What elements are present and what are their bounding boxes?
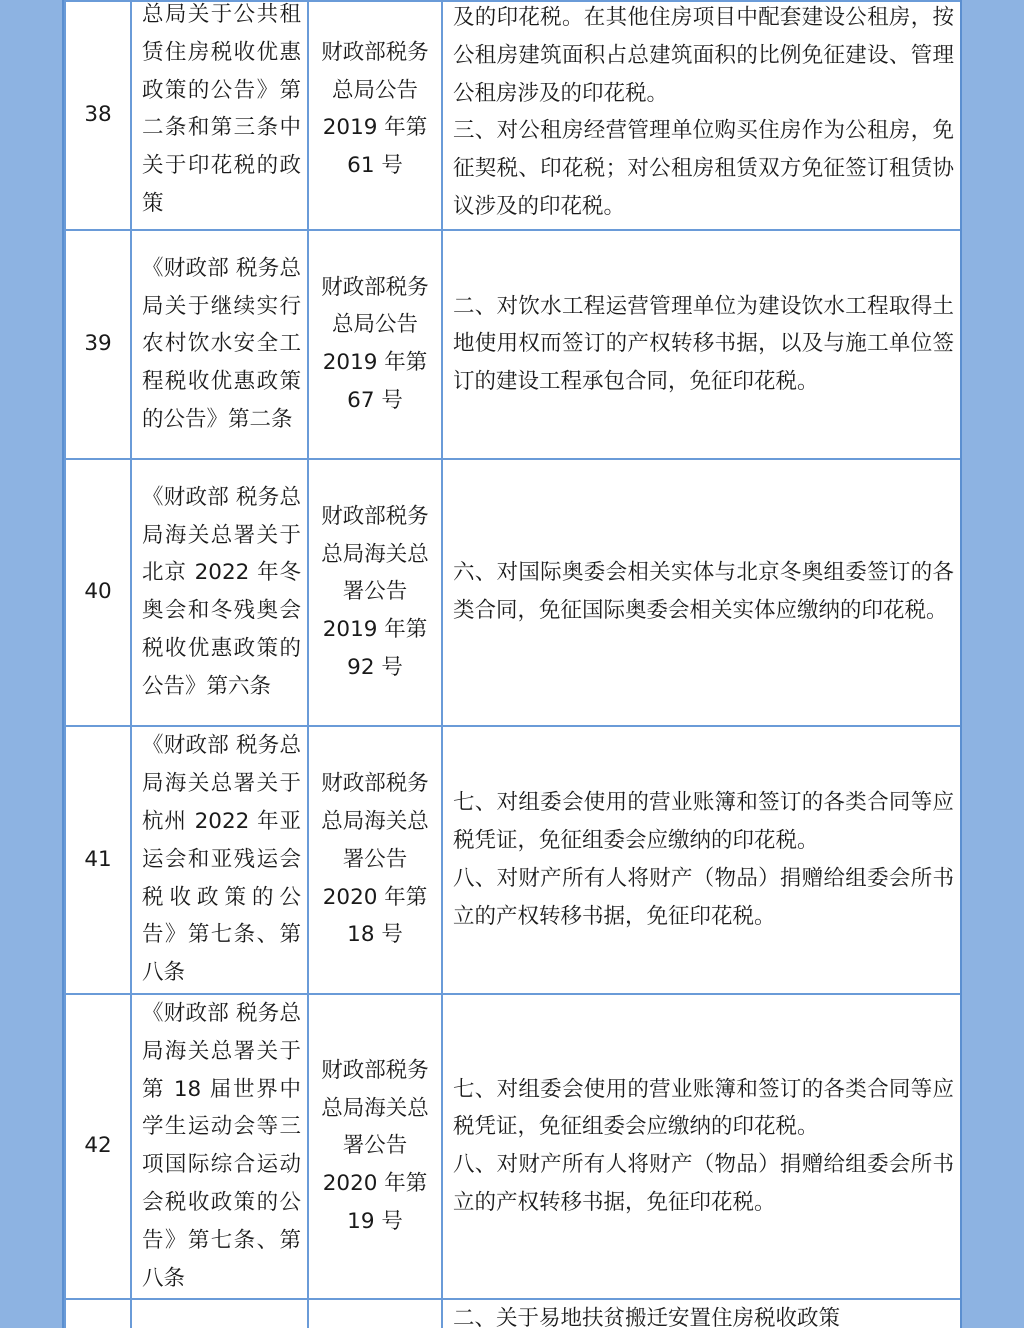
- table-row: [65, 726, 962, 994]
- content-paragraph: 六、对国际奥委会相关实体与北京冬奥组委签订的各类合同，免征国际奥委会相关实体应缴纳的印花税。: [453, 560, 954, 624]
- row-number: 38: [65, 1, 131, 230]
- issuing-document: 财政部税务 总局海关总 署公告 2019 年第 92 号: [308, 459, 442, 726]
- table-row: [65, 994, 962, 1299]
- content-paragraph: 二、关于易地扶贫搬迁安置住房税收政策: [453, 1305, 841, 1328]
- table-row: [65, 459, 962, 726]
- issuing-document: 财政部税务 总局海关总 署公告 2020 年第 19 号: [308, 994, 442, 1299]
- content-paragraph: 及的印花税。在其他住房项目中配套建设公租房，按公租房建筑面积占总建筑面积的比例免征建设、管理公租房涉及的印花税。: [453, 5, 954, 106]
- content-paragraph: 八、对财产所有人将财产（物品）捐赠给组委会所书立的产权转移书据，免征印花税。: [453, 1152, 954, 1216]
- row-number: [65, 1299, 131, 1328]
- table-row: [65, 230, 962, 459]
- content-paragraph: 三、对公租房经营管理单位购买住房作为公租房，免征契税、印花税；对公租房租赁双方免征签订租赁协议涉及的印花税。: [453, 118, 954, 219]
- tax-policy-table: [64, 0, 962, 1328]
- content-paragraph: 七、对组委会使用的营业账簿和签订的各类合同等应税凭证，免征组委会应缴纳的印花税。: [453, 1076, 954, 1140]
- row-number: 42: [65, 994, 131, 1299]
- policy-title: [131, 1299, 308, 1328]
- policy-title: 《财政部 税务总局海关总署关于杭州 2022 年亚运会和亚残运会税收政策的公告》第七条、第八条: [131, 726, 308, 994]
- policy-title: 《财政部 税务总局海关总署关于第 18 届世界中学生运动会等三项国际综合运动会税收政策的公告》第七条、第八条: [131, 994, 308, 1299]
- row-number: 40: [65, 459, 131, 726]
- policy-content: [442, 459, 962, 726]
- policy-content: [442, 726, 962, 994]
- policy-content: [442, 994, 962, 1299]
- policy-content: [442, 230, 962, 459]
- document-page: [62, 0, 962, 1328]
- policy-title: 《财政部 税务总局关于继续实行农村饮水安全工程税收优惠政策的公告》第二条: [131, 230, 308, 459]
- policy-content: [442, 1299, 962, 1328]
- row-number: 41: [65, 726, 131, 994]
- row-number: 39: [65, 230, 131, 459]
- content-paragraph: 八、对财产所有人将财产（物品）捐赠给组委会所书立的产权转移书据，免征印花税。: [453, 865, 954, 929]
- policy-title: 总局关于公共租赁住房税收优惠政策的公告》第二条和第三条中关于印花税的政策: [131, 1, 308, 230]
- issuing-document: 财政部税务 总局公告 2019 年第 67 号: [308, 230, 442, 459]
- content-paragraph: 二、对饮水工程运营管理单位为建设饮水工程取得土地使用权而签订的产权转移书据，以及与施工单位签订的建设工程承包合同，免征印花税。: [453, 293, 954, 395]
- content-paragraph: 七、对组委会使用的营业账簿和签订的各类合同等应税凭证，免征组委会应缴纳的印花税。: [453, 790, 954, 853]
- issuing-document: 财政部税务 总局公告 2019 年第 61 号: [308, 1, 442, 230]
- issuing-document: [308, 1299, 442, 1328]
- issuing-document: 财政部税务 总局海关总 署公告 2020 年第 18 号: [308, 726, 442, 994]
- table-row: [65, 1, 962, 230]
- policy-title: 《财政部 税务总局海关总署关于北京 2022 年冬奥会和冬残奥会税收优惠政策的公告》第六条: [131, 459, 308, 726]
- table-row: [65, 1299, 962, 1328]
- policy-content: [442, 1, 962, 230]
